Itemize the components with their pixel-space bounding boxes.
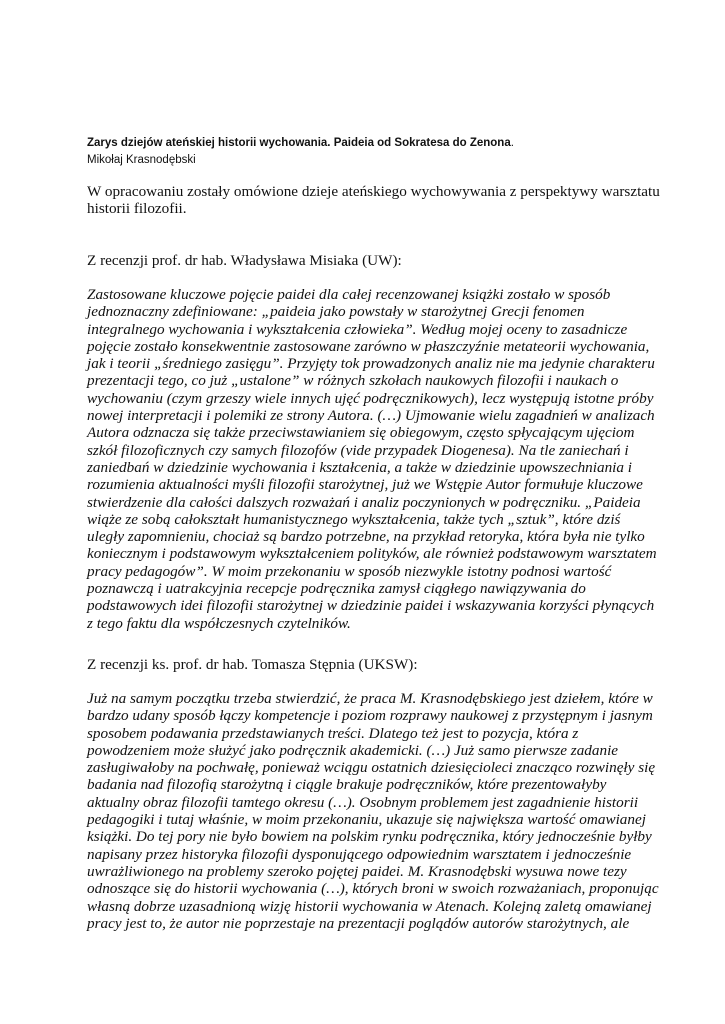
intro-line: historii filozofii. (87, 200, 187, 218)
book-title-period: . (510, 137, 514, 149)
review1-line: prezentacji tego, co już „ustalone” w różnych szkołach naukowych filozofii i naukach o (87, 372, 619, 390)
book-title: Zarys dziejów ateńskiej historii wychowania. Paideia od Sokratesa do Zenona (87, 137, 511, 149)
review1-line: z tego faktu dla współczesnych czytelników. (87, 614, 351, 632)
review1-line: Zastosowane kluczowe pojęcie paidei dla całej recenzowanej książki zostało w sposób (87, 286, 611, 303)
review1-line: stwierdzenie dla całości dalszych rozważań i analiz poczynionych w podręczniku. „Paideia (87, 493, 641, 511)
review2-line: Już na samym początku trzeba stwierdzić, że praca M. Krasnodębskiego jest dziełem, które w (87, 690, 653, 707)
book-title-line (87, 135, 647, 152)
review1-line: pracy pedagogów”. W moim przekonaniu w sposób niezwykle istotny podnosi wartość (87, 562, 612, 580)
review2-line: napisany przez historyka filozofii dysponującego odpowiednim warsztatem i jednocześnie (87, 845, 632, 863)
review2-line: pedagogiki i tutaj właśnie, w moim przekonaniu, ukazuje się największa wartość omawianej (87, 811, 646, 829)
intro-line: W opracowaniu zostały omówione dzieje ateńskiego wychowywania z perspektywy warsztatu (87, 183, 660, 200)
review2-line: powodzeniem może służyć jako podręcznik akademicki. (…) Już samo pierwsze zadanie (87, 741, 619, 759)
review2-line: odnoszące się do historii wychowania (…), których broni w swoich rozważaniach, proponując (87, 880, 659, 898)
review1-line: uległy zapomnieniu, chociaż są bardzo potrzebne, na przykład retoryka, która była nie tylko (87, 528, 645, 546)
review1-line: poznawczą i uatrakcyjnia recepcje podręcznika zamysł ciągłego nawiązywania do (87, 580, 586, 598)
review2-line: pracy jest to, że autor nie poprzestaje na prezentacji poglądów autorów starożytnych, ale (87, 914, 630, 932)
review2-heading: Z recenzji ks. prof. dr hab. Tomasza Stępnia (UKSW): (87, 656, 418, 673)
review2-line: badania nad filozofią starożytną i ciągle brakuje podręczników, które prezentowałyby (87, 776, 607, 794)
review1-line: integralnego wychowania i wykształcenia człowieka”. Według mojej oceny to zasadnicze (87, 320, 628, 338)
review2-line: aktualny obraz filozofii tamtego okresu (…). Osobnym problemem jest zagadnienie historii (87, 793, 639, 811)
review2-line: uwrażliwionego na problemy szeroko pojętej paidei. M. Krasnodębski wysuwa nowe tezy (87, 862, 627, 880)
review2-line: zasługiwałoby na pochwałę, ponieważ wciągu ostatnich dziesięcioleci znacząco rozwinęły się (87, 759, 656, 777)
review1-line: zaniedbań w dziedzinie wychowania i kształcenia, a także w dziedzinie upowszechniania i (87, 458, 633, 476)
review1-line: jak i teorii „średniego zasięgu”. Przyjęty tok prowadzonych analiz nie ma jedynie charakteru (87, 355, 655, 373)
title-block (87, 135, 647, 169)
review1-line: nowej interpretacji i polemiki ze strony Autora. (…) Ujmowanie wielu zagadnień w analizach (87, 407, 655, 425)
author-name: Mikołaj Krasnodębski (87, 154, 196, 166)
review1-heading: Z recenzji prof. dr hab. Władysława Misiaka (UW): (87, 252, 402, 269)
review1-line: wiąże ze sobą całokształt humanistycznego wykształcenia, także tych „sztuk”, które dziś (87, 510, 621, 528)
review1-line: Autora odznacza się także przeciwstawianiem się obiegowym, często spłycającym ujęciom (87, 424, 635, 442)
review2-quote (87, 690, 659, 932)
review1-line: szkół filozoficznych czy samych filozofów (vide przypadek Diogenesa). Na tle zaniechań i (87, 441, 629, 459)
review1-line: podstawowych idei filozofii starożytnej w dziedzinie paidei i wskazywania korzyści płynących (87, 597, 655, 615)
review2-line: książki. Do tej pory nie było bowiem na polskim rynku podręcznika, który jednocześnie byłby (87, 828, 652, 846)
review1-line: wychowaniu (czym grzeszy wiele innych ujęć podręcznikowych), lecz występują istotne próby (87, 389, 654, 407)
review1-line: koniecznym i podstawowym wykształceniem polityków, ale również podstawowym warsztatem (87, 545, 657, 563)
review2-line: sposobem podawania przedstawianych treści. Dlatego też jest to pozycja, która z (87, 724, 579, 742)
review1-line: pojęcie zostało konsekwentnie zastosowane zarówno w płaszczyźnie metateorii wychowania, (87, 337, 650, 355)
review1-quote (87, 286, 657, 632)
review2-line: własną dobrze uzasadnioną wizję historii wychowania w Atenach. Kolejną zaletą omawianej (87, 897, 652, 915)
review1-line: rozumienia aktualności myśli filozofii starożytnej, już we Wstępie Autor formułuje kluczowe (87, 476, 643, 494)
intro-paragraph (87, 183, 660, 218)
review1-line: jednoznaczny zdefiniowane: „paideia jako powstały w starożytnej Grecji fenomen (87, 303, 585, 321)
review2-line: bardzo udany sposób łączy kompetencje i poziom rozprawy naukowej z przystępnym i jasnym (87, 707, 653, 725)
